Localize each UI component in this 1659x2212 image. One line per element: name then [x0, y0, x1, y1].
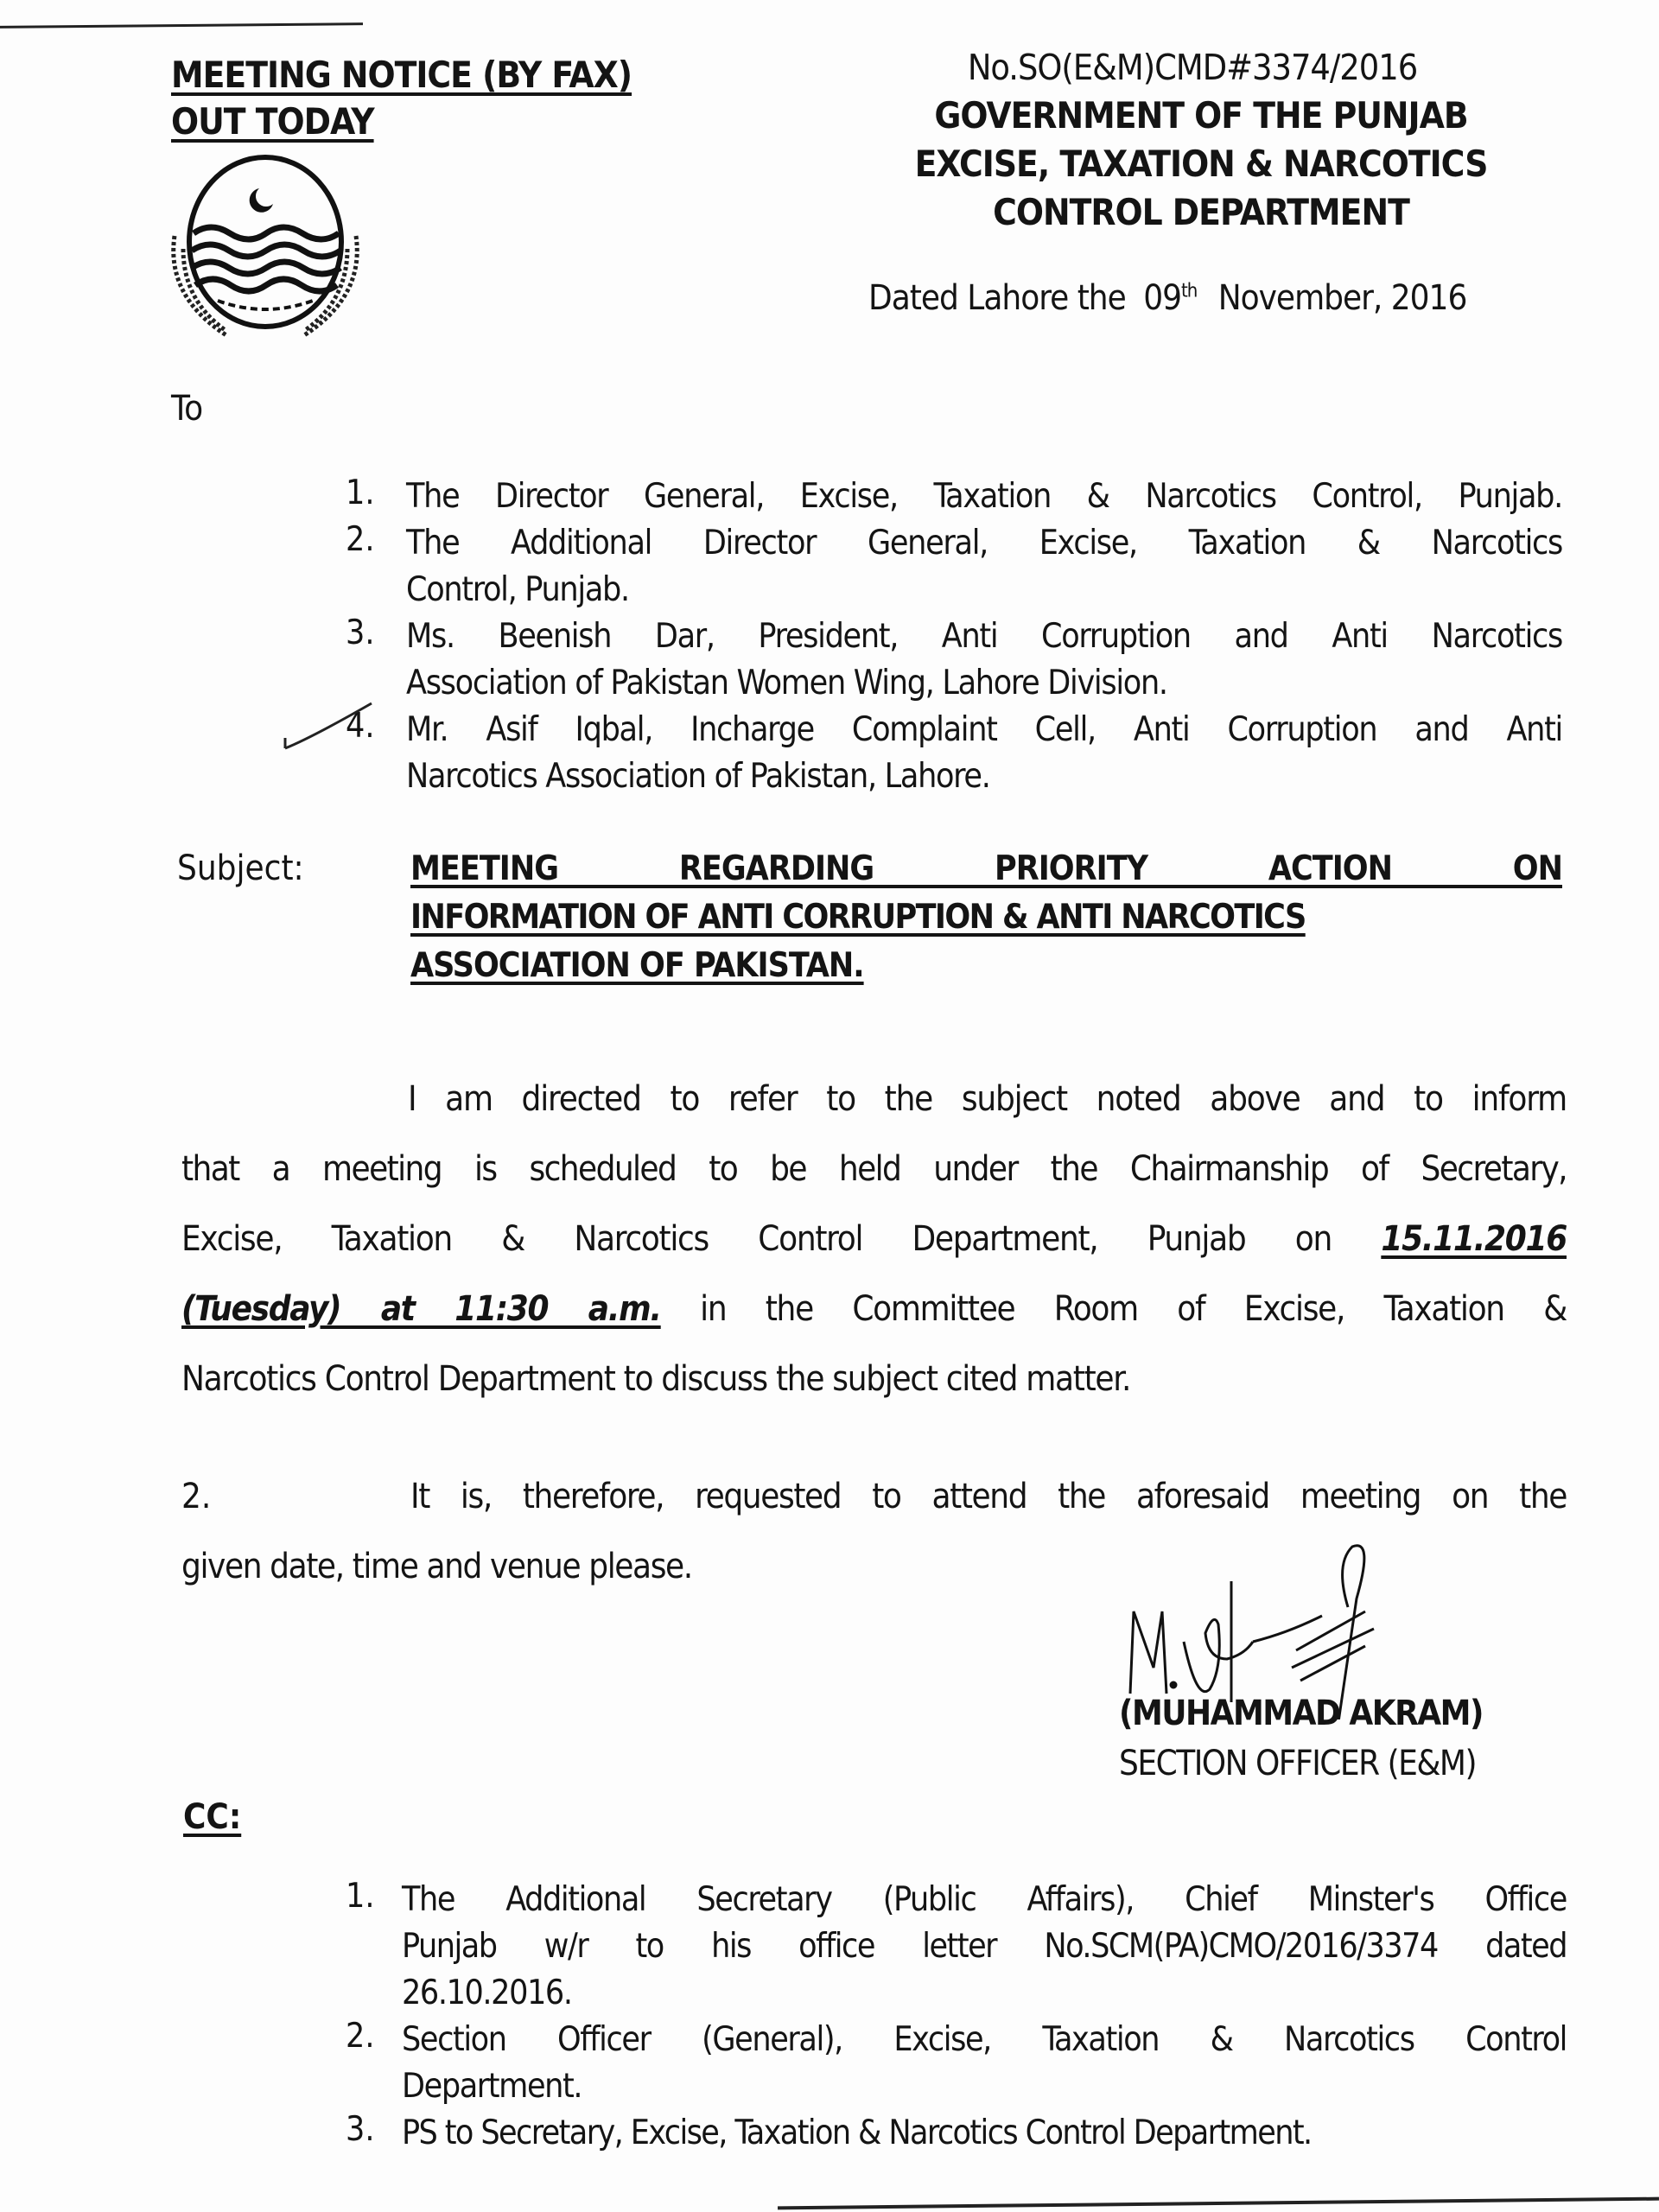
cc-line: The Additional Secretary (Public Affairs), Chief Minster's Office	[402, 1880, 1567, 1919]
notice-subheading: OUT TODAY	[171, 100, 374, 143]
paragraph-number: 2.	[181, 1477, 212, 1516]
recipient-item	[346, 613, 1562, 707]
cc-line: Section Officer (General), Excise, Taxation & Narcotics Control	[402, 2020, 1567, 2059]
dated-day: 09th	[1143, 278, 1198, 318]
office-header	[855, 43, 1547, 237]
handwritten-signature-icon	[1115, 1529, 1564, 1719]
department-name-line1: EXCISE, TAXATION & NARCOTICS	[914, 143, 1488, 185]
subject-line: ASSOCIATION OF PAKISTAN.	[410, 946, 864, 985]
punjab-emblem-logo	[157, 154, 373, 344]
recipient-item	[346, 520, 1562, 613]
department-name-line2: CONTROL DEPARTMENT	[993, 191, 1409, 233]
recipient-line: Association of Pakistan Women Wing, Lahore Division.	[406, 664, 1167, 702]
signatory-name: (MUHAMMAD AKRAM)	[1119, 1694, 1483, 1733]
cc-item	[346, 2110, 1567, 2157]
body-line	[181, 1205, 1567, 1274]
page-edge-line-top	[0, 22, 363, 29]
notice-heading: MEETING NOTICE (BY FAX)	[171, 54, 632, 96]
recipient-line: Ms. Beenish Dar, President, Anti Corruption and Anti Narcotics	[406, 617, 1562, 656]
recipient-number: 4.	[346, 707, 375, 746]
to-label: To	[171, 389, 204, 429]
recipient-number: 2.	[346, 520, 375, 559]
meeting-day-time: (Tuesday) at 11:30 a.m.	[181, 1289, 661, 1329]
cc-number: 3.	[346, 2110, 375, 2149]
recipient-line: The Additional Director General, Excise, Taxation & Narcotics	[406, 524, 1562, 563]
government-name: GOVERNMENT OF THE PUNJAB	[934, 94, 1468, 137]
recipient-line: Narcotics Association of Pakistan, Lahore.	[406, 757, 990, 796]
body-line: given date, time and venue please.	[181, 1547, 692, 1586]
cc-item	[346, 1877, 1567, 2017]
body-paragraph-1	[181, 1065, 1567, 1414]
cc-line: Department.	[402, 2067, 582, 2106]
body-text: in the Committee Room of Excise, Taxation &	[700, 1289, 1567, 1329]
recipient-line: Mr. Asif Iqbal, Incharge Complaint Cell, Anti Corruption and Anti	[406, 710, 1562, 749]
meeting-date: 15.11.2016	[1381, 1219, 1567, 1259]
signature	[1115, 1529, 1564, 1719]
recipient-number: 1.	[346, 474, 375, 512]
recipient-line: The Director General, Excise, Taxation & Narcotics Control, Punjab.	[406, 477, 1562, 516]
subject-line: INFORMATION OF ANTI CORRUPTION & ANTI NARCOTICS	[410, 898, 1306, 937]
subject-text	[410, 845, 1562, 990]
body-text: Excise, Taxation & Narcotics Control Department, Punjab on	[181, 1219, 1332, 1259]
cc-label: CC:	[183, 1797, 242, 1837]
dated-prefix: Dated Lahore the	[868, 278, 1126, 318]
body-line: I am directed to refer to the subject noted above and to inform	[408, 1079, 1567, 1119]
handwritten-tick-mark-icon	[276, 695, 380, 755]
recipient-item	[346, 707, 1562, 800]
reference-number: No.SO(E&M)CMD#3374/2016	[967, 47, 1418, 88]
cc-line: PS to Secretary, Excise, Taxation & Narcotics Control Department.	[402, 2113, 1312, 2152]
emblem-icon	[157, 154, 373, 344]
dated-line	[868, 278, 1466, 318]
body-line: It is, therefore, requested to attend the aforesaid meeting on the	[410, 1477, 1567, 1516]
recipient-item	[346, 474, 1562, 520]
cc-number: 2.	[346, 2017, 375, 2056]
signatory-title: SECTION OFFICER (E&M)	[1119, 1744, 1477, 1783]
cc-line: 26.10.2016.	[402, 1974, 572, 2012]
body-line: that a meeting is scheduled to be held under the Chairmanship of Secretary,	[181, 1149, 1567, 1189]
subject-line: MEETING REGARDING PRIORITY ACTION ON	[410, 849, 1562, 888]
body-line	[181, 1274, 1567, 1344]
cc-number: 1.	[346, 1877, 375, 1916]
page-edge-line-bottom	[778, 2197, 1659, 2210]
recipient-number: 3.	[346, 613, 375, 652]
recipient-line: Control, Punjab.	[406, 570, 629, 609]
cc-list	[346, 1877, 1567, 2157]
recipient-list	[346, 474, 1562, 800]
cc-item	[346, 2017, 1567, 2110]
body-line: Narcotics Control Department to discuss the subject cited matter.	[181, 1359, 1131, 1399]
cc-line: Punjab w/r to his office letter No.SCM(PA)CMO/2016/3374 dated	[402, 1927, 1567, 1966]
dated-rest: November, 2016	[1217, 278, 1467, 318]
subject-label: Subject:	[177, 849, 304, 888]
